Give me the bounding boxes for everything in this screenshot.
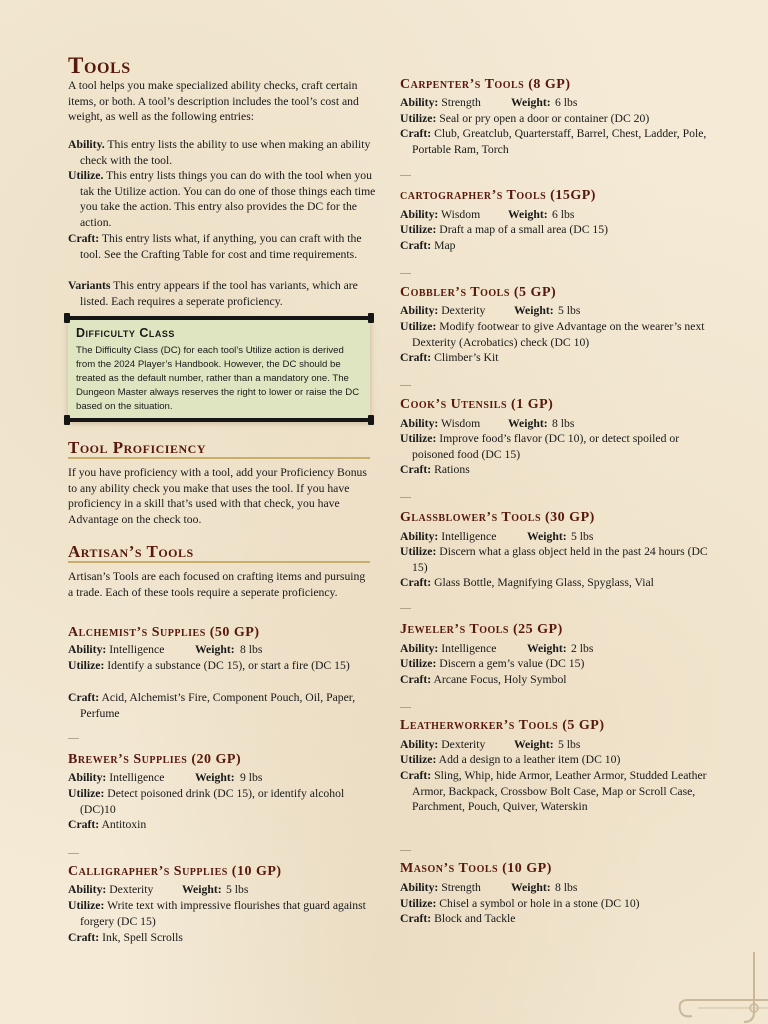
entry-text: This entry appears if the tool has variants, which are listed. Each requires a seperate proficiency. — [80, 279, 358, 308]
ability-label: Ability: — [400, 96, 439, 109]
ability-label: Ability: — [400, 881, 439, 894]
utilize-label: Utilize: — [400, 432, 437, 445]
ability-label: Ability: — [68, 771, 107, 784]
tool-utilize-line — [400, 111, 714, 127]
tool-utilize-line — [400, 752, 714, 768]
weight-value: 5 lbs — [226, 883, 249, 896]
craft-value: Rations — [434, 463, 470, 476]
craft-label: Craft: — [400, 673, 432, 686]
utilize-label: Utilize: — [400, 223, 437, 236]
craft-value: Antitoxin — [101, 818, 147, 831]
craft-label: Craft: — [68, 691, 100, 704]
ability-label: Ability: — [400, 208, 439, 221]
craft-value: Climber’s Kit — [434, 351, 499, 364]
tool-heading: Leatherworker’s Tools (5 GP) — [400, 718, 605, 733]
entry-text: This entry lists things you can do with the tool when you tak the Utilize action. You can do one of those things each time you take the action. This entry also provides the DC for the action. — [80, 169, 376, 229]
tool-ability-line — [400, 880, 702, 896]
separator: — — [68, 847, 79, 859]
difficulty-class-note — [68, 318, 370, 420]
ability-value: Intelligence — [109, 771, 165, 784]
utilize-label: Utilize: — [400, 320, 437, 333]
tool-heading: Carpenter’s Tools (8 GP) — [400, 77, 571, 92]
ability-value: Strength — [441, 96, 481, 109]
utilize-value: Add a design to a leather item (DC 10) — [438, 753, 621, 766]
tool-heading: cartographer’s Tools (15GP) — [400, 188, 596, 203]
tool-ability-line — [68, 770, 370, 786]
craft-value: Glass Bottle, Magnifying Glass, Spyglass, Vial — [434, 576, 654, 589]
note-top-border — [64, 316, 374, 320]
utilize-value: Write text with impressive flourishes that guard against forgery (DC 15) — [80, 899, 366, 928]
entry-text: This entry lists what, if anything, you can craft with the tool. See the Crafting Table for cost and time requirements. — [80, 232, 362, 261]
craft-value: Map — [434, 239, 456, 252]
utilize-label: Utilize: — [400, 657, 437, 670]
ability-label: Ability: — [68, 643, 107, 656]
weight-value: 5 lbs — [558, 304, 581, 317]
craft-value: Sling, Whip, hide Armor, Leather Armor, Studded Leather Armor, Backpack, Crossbow Bolt Case, Map or Scroll Case, Parchment, Pouch, Quiver, Waterskin — [412, 769, 707, 813]
tool-ability-line — [400, 641, 702, 657]
tool-craft-line — [400, 350, 714, 366]
utilize-label: Utilize: — [400, 753, 437, 766]
utilize-value: Chisel a symbol or hole in a stone (DC 10) — [439, 897, 640, 910]
utilize-label: Utilize: — [68, 659, 105, 672]
tool-ability-line — [68, 882, 370, 898]
weight-value: 6 lbs — [552, 208, 575, 221]
weight-value: 5 lbs — [571, 530, 594, 543]
tool-utilize-line — [400, 544, 714, 575]
craft-label: Craft: — [68, 818, 100, 831]
separator: — — [400, 844, 411, 856]
ability-value: Dexterity — [109, 883, 154, 896]
weight-label: Weight: — [182, 883, 222, 896]
weight-label: Weight: — [514, 304, 554, 317]
tool-utilize-line — [400, 319, 714, 350]
weight-label: Weight: — [527, 642, 567, 655]
tool-ability-line — [400, 529, 702, 545]
ability-label: Ability: — [400, 417, 439, 430]
separator: — — [68, 732, 79, 744]
tool-utilize-line — [400, 431, 714, 462]
page-corner-ornament-icon — [658, 952, 768, 1024]
craft-label: Craft: — [68, 931, 100, 944]
craft-value: Acid, Alchemist’s Fire, Component Pouch, Oil, Paper, Perfume — [80, 691, 356, 720]
entry-variants — [68, 278, 382, 309]
tool-utilize-line — [400, 222, 714, 238]
weight-value: 8 lbs — [552, 417, 575, 430]
ability-value: Dexterity — [441, 304, 486, 317]
ability-label: Ability: — [68, 883, 107, 896]
craft-label: Craft: — [400, 239, 432, 252]
craft-label: Craft: — [400, 463, 432, 476]
separator: — — [400, 701, 411, 713]
tool-heading: Cook’s Utensils (1 GP) — [400, 397, 554, 412]
tool-heading: Brewer’s Supplies (20 GP) — [68, 752, 242, 767]
craft-value: Arcane Focus, Holy Symbol — [433, 673, 567, 686]
weight-value: 5 lbs — [558, 738, 581, 751]
tool-proficiency-heading: Tool Proficiency — [68, 438, 206, 457]
tool-craft-line — [400, 672, 714, 688]
weight-value: 2 lbs — [571, 642, 594, 655]
craft-label: Craft: — [400, 576, 432, 589]
tool-utilize-line — [68, 658, 382, 674]
tool-ability-line — [400, 416, 702, 432]
tool-ability-line — [68, 642, 370, 658]
craft-value: Ink, Spell Scrolls — [102, 931, 183, 944]
utilize-label: Utilize: — [400, 897, 437, 910]
weight-label: Weight: — [511, 96, 551, 109]
entry-craft — [68, 231, 382, 262]
heading-rule — [68, 561, 370, 563]
ability-label: Ability: — [400, 738, 439, 751]
tool-craft-line — [68, 930, 382, 946]
utilize-value: Seal or pry open a door or container (DC 20) — [439, 112, 650, 125]
tool-craft-line — [400, 462, 714, 478]
tool-craft-line — [68, 690, 382, 721]
tool-utilize-line — [68, 898, 382, 929]
tool-ability-line — [400, 303, 702, 319]
entry-label: Ability. — [68, 138, 105, 151]
entry-label: Craft: — [68, 232, 100, 245]
utilize-value: Modify footwear to give Advantage on the wearer’s next Dexterity (Acrobatics) check (DC 10) — [412, 320, 705, 349]
tool-craft-line — [400, 575, 714, 591]
utilize-value: Improve food’s flavor (DC 10), or detect spoiled or poisoned food (DC 15) — [412, 432, 680, 461]
tool-ability-line — [400, 95, 702, 111]
tool-utilize-line — [400, 656, 714, 672]
ability-value: Wisdom — [441, 417, 481, 430]
tool-heading: Jeweler’s Tools (25 GP) — [400, 622, 563, 637]
ability-label: Ability: — [400, 642, 439, 655]
entry-utilize — [68, 168, 382, 230]
weight-value: 8 lbs — [555, 881, 578, 894]
ability-value: Strength — [441, 881, 481, 894]
tool-utilize-line — [68, 786, 382, 817]
tool-heading: Cobbler’s Tools (5 GP) — [400, 285, 557, 300]
ability-value: Wisdom — [441, 208, 481, 221]
separator: — — [400, 169, 411, 181]
utilize-label: Utilize: — [400, 545, 437, 558]
weight-label: Weight: — [527, 530, 567, 543]
note-body: The Difficulty Class (DC) for each tool’s Utilize action is derived from the 2024 Player’s Handbook. However, the DC should be treated as the default number, rather than a mandatory one. The Dungeon Master always reserves the right to lower or raise the DC based on the situation. — [76, 345, 360, 412]
tool-utilize-line — [400, 896, 714, 912]
tool-craft-line — [68, 817, 382, 833]
ability-label: Ability: — [400, 304, 439, 317]
utilize-label: Utilize: — [400, 112, 437, 125]
intro-paragraph: A tool helps you make specialized ability checks, craft certain items, or both. A tool’s description includes the tool’s cost and weight, as well as the following entries: — [68, 79, 359, 123]
tool-craft-line — [400, 768, 714, 815]
utilize-value: Draft a map of a small area (DC 15) — [439, 223, 609, 236]
ability-value: Intelligence — [441, 642, 497, 655]
weight-label: Weight: — [195, 643, 235, 656]
weight-value: 6 lbs — [555, 96, 578, 109]
tool-proficiency-text: If you have proficiency with a tool, add your Proficiency Bonus to any ability check you make that uses the tool. If you have proficiency in a skill that’s used with that check, you have Advantage on the check too. — [68, 466, 367, 526]
tool-heading: Mason’s Tools (10 GP) — [400, 861, 552, 876]
utilize-value: Detect poisoned drink (DC 15), or identify alcohol (DC)10 — [80, 787, 345, 816]
ability-value: Dexterity — [441, 738, 486, 751]
craft-label: Craft: — [400, 912, 432, 925]
weight-label: Weight: — [508, 208, 548, 221]
weight-label: Weight: — [195, 771, 235, 784]
weight-value: 9 lbs — [240, 771, 263, 784]
page-title: Tools — [68, 53, 131, 78]
craft-label: Craft: — [400, 351, 432, 364]
entry-label: Utilize. — [68, 169, 104, 182]
utilize-label: Utilize: — [68, 899, 105, 912]
tool-craft-line — [400, 911, 714, 927]
entry-label: Variants — [68, 279, 111, 292]
craft-label: Craft: — [400, 769, 432, 782]
craft-value: Block and Tackle — [434, 912, 516, 925]
utilize-value: Discern a gem’s value (DC 15) — [439, 657, 585, 670]
utilize-label: Utilize: — [68, 787, 105, 800]
tool-heading: Glassblower’s Tools (30 GP) — [400, 510, 595, 525]
separator: — — [400, 602, 411, 614]
weight-label: Weight: — [511, 881, 551, 894]
tool-craft-line — [400, 238, 714, 254]
weight-label: Weight: — [508, 417, 548, 430]
utilize-value: Identify a substance (DC 15), or start a fire (DC 15) — [107, 659, 350, 672]
artisans-tools-text: Artisan’s Tools are each focused on crafting items and pursuing a trade. Each of these tools require a seperate proficiency. — [68, 570, 366, 599]
separator: — — [400, 491, 411, 503]
note-bottom-border — [64, 418, 374, 422]
ability-label: Ability: — [400, 530, 439, 543]
weight-label: Weight: — [514, 738, 554, 751]
separator: — — [400, 379, 411, 391]
separator: — — [400, 267, 411, 279]
ability-value: Intelligence — [109, 643, 165, 656]
craft-label: Craft: — [400, 127, 432, 140]
tool-craft-line — [400, 126, 714, 157]
ability-value: Intelligence — [441, 530, 497, 543]
weight-value: 8 lbs — [240, 643, 263, 656]
note-title: Difficulty Class — [76, 326, 175, 340]
entry-text: This entry lists the ability to use when making an ability check with the tool. — [80, 138, 371, 167]
entry-ability — [68, 137, 382, 168]
artisans-tools-heading: Artisan’s Tools — [68, 542, 194, 561]
tool-ability-line — [400, 207, 702, 223]
craft-value: Club, Greatclub, Quarterstaff, Barrel, Chest, Ladder, Pole, Portable Ram, Torch — [412, 127, 707, 156]
utilize-value: Discern what a glass object held in the past 24 hours (DC 15) — [412, 545, 708, 574]
tool-heading: Calligrapher’s Supplies (10 GP) — [68, 864, 282, 879]
heading-rule — [68, 457, 370, 459]
tool-ability-line — [400, 737, 702, 753]
tool-heading: Alchemist’s Supplies (50 GP) — [68, 625, 260, 640]
